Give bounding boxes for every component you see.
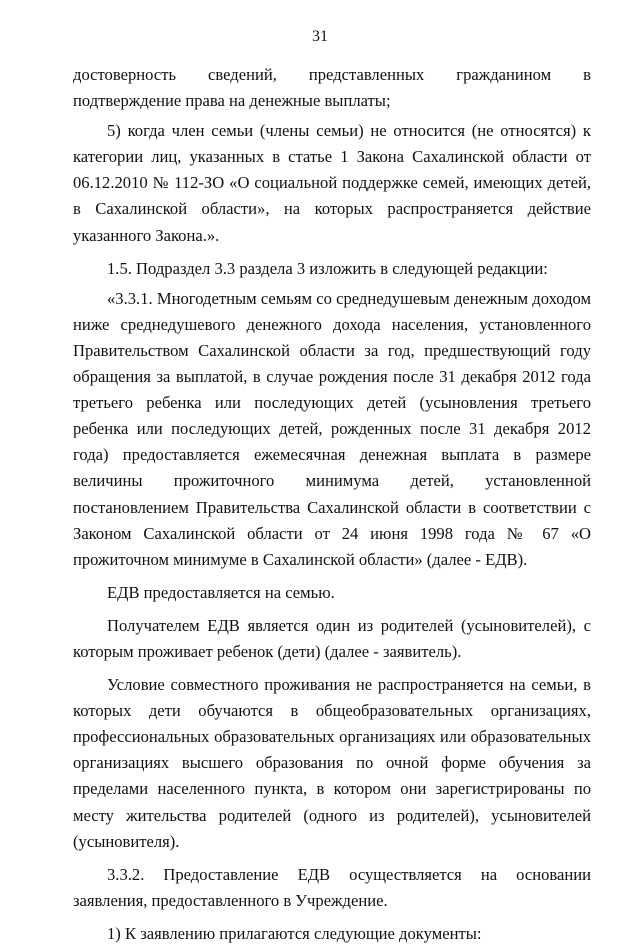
paragraph-item-5: 5) когда член семьи (члены семьи) не относится (не относятся) к категории лиц, указанных в статье 1 Закона Сахалинской области от 06.12.2010 № 112-ЗО «О социальной поддержке семей, имеющих детей, в Сахалинской области», на которых распространяется действие указанного Закона.». bbox=[73, 121, 591, 245]
paragraph-edv-recipient: Получателем ЕДВ является один из родителей (усыновителей), с которым проживает ребенок (дети) (далее - заявитель). bbox=[73, 615, 591, 661]
paragraph-edv-per-family: ЕДВ предоставляется на семью. bbox=[107, 582, 335, 602]
paragraph-documents-list: 1) К заявлению прилагаются следующие документы: bbox=[107, 923, 482, 943]
paragraph-continuation: достоверность сведений, представленных гражданином в подтверждение права на денежные выплаты; bbox=[73, 65, 591, 111]
page-number: 31 bbox=[312, 28, 328, 45]
paragraph-amendment-1-5: 1.5. Подраздел 3.3 раздела 3 изложить в следующей редакции: bbox=[107, 258, 548, 278]
paragraph-3-3-1: «3.3.1. Многодетным семьям со среднедушевым денежным доходом ниже среднедушевого денежного дохода населения, установленного Правительством Сахалинской области за год, предшествующий году обращения за выплатой, в случае рождения после 31 декабря 2012 года третьего ребенка или последующих детей (усыновления третьего ребенка или последующих детей, рожденных после 31 декабря 2012 года) предоставляется ежемесячная денежная выплата в размере величины прожиточного минимума детей, установленной постановлением Правительства Сахалинской области в соответствии с Законом Сахалинской области от 24 июня 1998 года № 67 «О прожиточном минимуме в Сахалинской области» (далее - ЕДВ). bbox=[73, 288, 591, 569]
paragraph-3-3-2: 3.3.2. Предоставление ЕДВ осуществляется на основании заявления, предоставленного в Учреждение. bbox=[73, 864, 591, 910]
paragraph-cohabitation-condition: Условие совместного проживания не распространяется на семьи, в которых дети обучаются в общеобразовательных организациях, профессиональных образовательных организациях или образовательных организациях высшего образования по очной форме обучения за пределами населенного пункта, в котором они зарегистрированы по месту жительства родителей (одного из родителей), усыновителей (усыновителя). bbox=[73, 675, 591, 851]
document-body bbox=[73, 62, 591, 947]
